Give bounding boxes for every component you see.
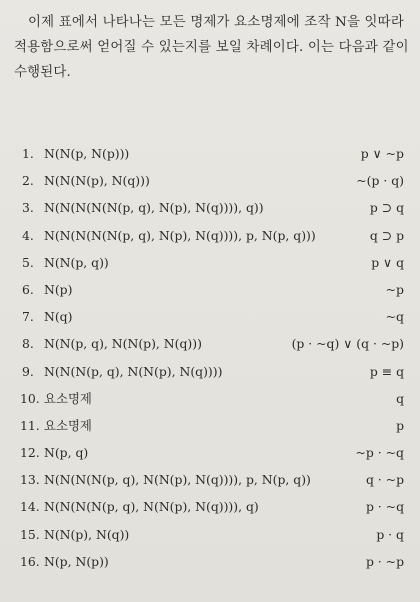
item-result: ~q (385, 309, 404, 325)
item-expression: N(N(p), N(q)) (44, 526, 130, 542)
item-result: (p · ~q) ∨ (q · ~p) (291, 336, 404, 352)
item-result: p (396, 417, 404, 433)
operation-list (0, 140, 420, 575)
item-result: p ≡ q (369, 363, 404, 379)
item-result: p ∨ ~p (360, 146, 404, 161)
item-expression: N(N(p, q), N(N(p), N(q))) (44, 336, 202, 352)
list-item (0, 167, 420, 194)
item-result: q (396, 390, 404, 406)
item-number: 16. (20, 553, 40, 569)
list-item (0, 385, 420, 412)
list-item (0, 493, 420, 520)
item-expression: N(N(p, q)) (44, 254, 109, 270)
list-item (0, 358, 420, 385)
list-item (0, 521, 420, 548)
list-item (0, 412, 420, 439)
item-expression: N(N(p, N(p))) (44, 146, 130, 161)
item-number: 8. (22, 336, 34, 352)
list-item (0, 249, 420, 276)
item-number: 11. (20, 417, 40, 433)
item-expression: N(N(N(N(N(p, q), N(p), N(q)))), q)) (44, 200, 264, 216)
item-result: q ⊃ p (369, 227, 404, 243)
item-expression: N(p, q) (44, 445, 89, 461)
item-expression: N(N(N(N(p, q), N(N(p), N(q)))), p, N(p, q)) (44, 472, 311, 488)
list-item (0, 330, 420, 357)
item-number: 9. (22, 363, 34, 379)
item-number: 7. (22, 309, 34, 325)
item-number: 14. (20, 499, 40, 515)
item-number: 1. (22, 146, 34, 161)
list-item (0, 222, 420, 249)
item-result: p · ~q (365, 499, 404, 515)
item-expression: N(N(N(p), N(q))) (44, 173, 150, 189)
item-number: 15. (20, 526, 40, 542)
list-item (0, 439, 420, 466)
item-expression: N(p) (44, 281, 73, 297)
item-expression: N(q) (44, 309, 73, 325)
item-expression: 요소명제 (44, 417, 92, 433)
item-number: 2. (22, 173, 34, 189)
item-expression: N(N(N(N(N(p, q), N(p), N(q)))), p, N(p, q))) (44, 227, 316, 243)
list-item (0, 466, 420, 493)
item-expression: N(p, N(p)) (44, 553, 109, 569)
item-number: 13. (20, 472, 40, 488)
item-result: ~(p · q) (356, 173, 404, 189)
item-number: 3. (22, 200, 34, 216)
item-result: p · ~p (365, 553, 404, 569)
list-item (0, 548, 420, 575)
item-expression: N(N(N(N(p, q), N(N(p), N(q)))), q) (44, 499, 259, 515)
item-result: p ∨ q (371, 254, 404, 270)
item-expression: 요소명제 (44, 390, 92, 406)
list-item (0, 194, 420, 221)
item-number: 10. (20, 390, 40, 406)
list-item (0, 303, 420, 330)
item-number: 6. (22, 281, 34, 297)
item-result: ~p · ~q (355, 445, 404, 461)
item-result: p ⊃ q (369, 200, 404, 216)
list-item (0, 140, 420, 167)
intro-paragraph: 이제 표에서 나타나는 모든 명제가 요소명제에 조작 N을 잇따라 적용함으로써 얻어질 수 있는지를 보일 차례이다. 이는 다음과 같이 수행된다. (14, 15, 409, 80)
item-result: p · q (376, 526, 404, 542)
item-number: 5. (22, 254, 34, 270)
list-item (0, 276, 420, 303)
item-number: 4. (22, 227, 34, 243)
item-result: q · ~p (365, 472, 404, 488)
item-result: ~p (385, 281, 404, 297)
item-expression: N(N(N(p, q), N(N(p), N(q)))) (44, 363, 223, 379)
item-number: 12. (20, 445, 40, 461)
